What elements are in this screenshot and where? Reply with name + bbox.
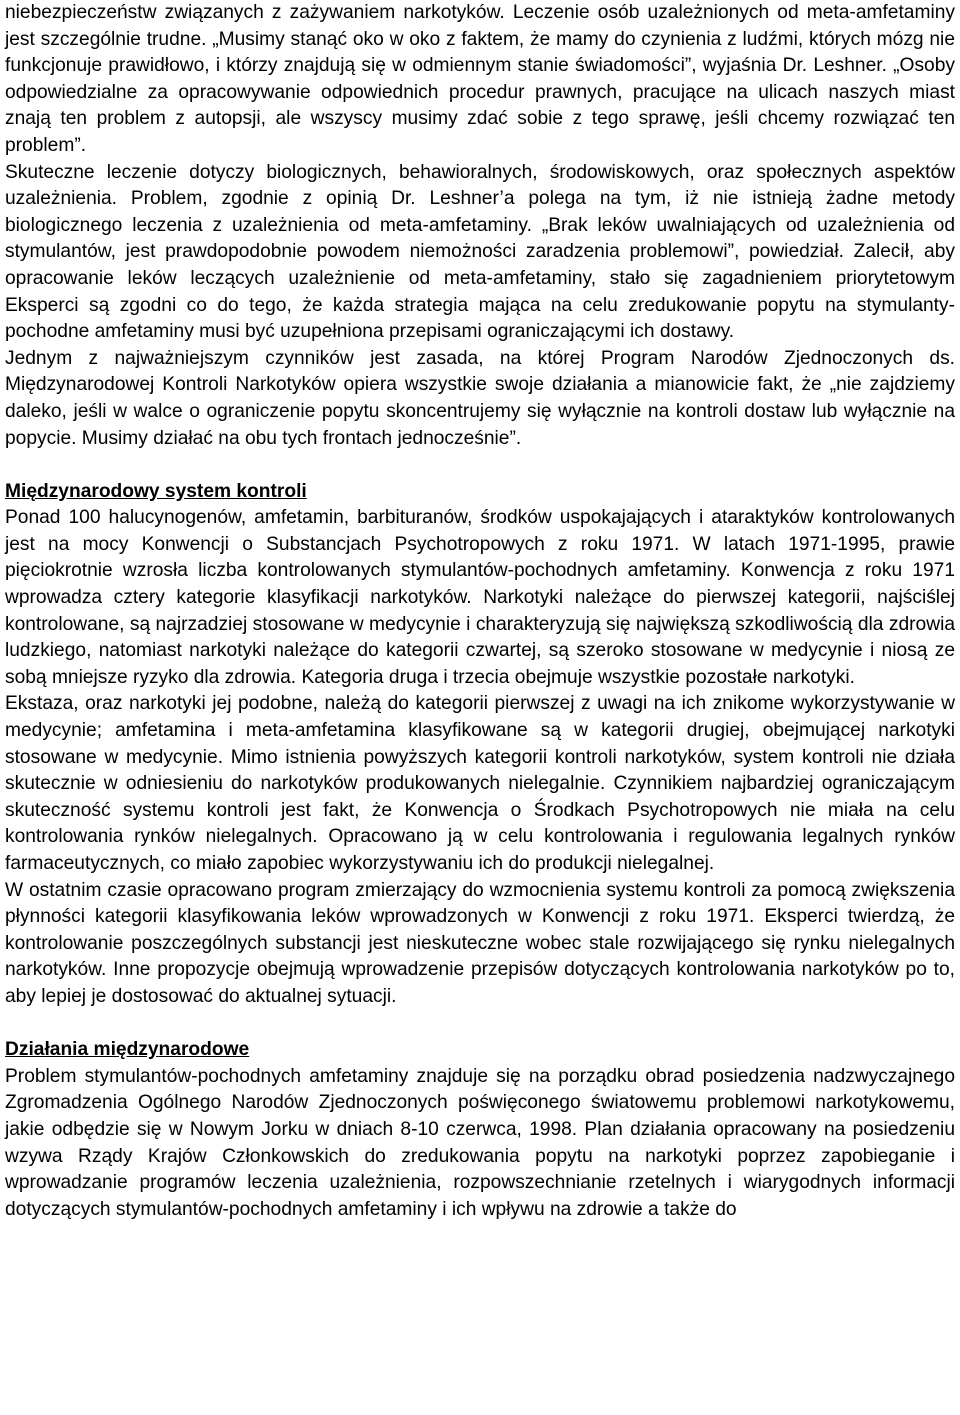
paragraph-1971-convention: Ponad 100 halucynogenów, amfetamin, barbituranów, środków uspokajających i ataraktyków kontrolowanych jest na mocy Konwencji o Substancjach Psychotropowych z roku 1971. W latach 1971-1995, prawie pięciokrotnie wzrosła liczba kontrolowanych stymulantów-pochodnych amfetaminy. Konwencja z roku 1971 wprowadza cztery kategorie klasyfikacji narkotyków. Narkotyki należące do pierwszej kategorii, najściślej kontrolowane, są najrzadziej stosowane w medycynie i charakteryzują się największą szkodliwością dla zdrowia ludzkiego, natomiast narkotyki należące do kategorii czwartej, są szeroko stosowane w medycynie i niosą ze sobą mniejsze ryzyko dla zdrowia. Kategoria druga i trzecia obejmuje wszystkie pozostałe narkotyki. [5, 507, 955, 688]
section-spacer [5, 452, 955, 479]
paragraph-recent-program: W ostatnim czasie opracowano program zmierzający do wzmocnienia systemu kontroli za pomocą zwiększenia płynności kategorii klasyfikowania leków wprowadzonych w Konwencji z roku 1971. Eksperci twierdzą, że kontrolowanie poszczególnych substancji jest nieskuteczne wobec stale rozwijającego się rynku nielegalnych narkotyków. Inne propozycje obejmują wprowadzenie przepisów dotyczących kontrolowania narkotyków po to, aby lepiej je dostosować do aktualnej sytuacji. [5, 879, 955, 1007]
paragraph-ecstasy-classification: Ekstaza, oraz narkotyki jej podobne, należą do kategorii pierwszej z uwagi na ich znikome wykorzystywanie w medycynie; amfetamina i meta-amfetamina klasyfikowane są w kategorii drugiej, obejmującej narkotyki stosowane w medycynie. Mimo istnienia powyższych kategorii kontroli narkotyków, system kontroli nie działa skutecznie w odniesieniu do narkotyków produkowanych nielegalnie. Czynnikiem najbardziej ograniczającym skuteczność systemu kontroli jest fakt, że Konwencja o Środkach Psychotropowych nie miała na celu kontrolowania rynków nielegalnych. Opracowano ją w celu kontrolowania i regulowania legalnych rynków farmaceutycznych, co miało zapobiec wykorzystywaniu ich do produkcji nielegalnej. [5, 693, 955, 874]
paragraph-un-principle: Jednym z najważniejszym czynników jest zasada, na której Program Narodów Zjednoczonych ds. Międzynarodowej Kontroli Narkotyków opiera wszystkie swoje działania a mianowicie fakt, że „nie zajdziemy daleko, jeśli w walce o ograniczenie popytu skoncentrujemy się wyłącznie na kontroli dostaw lub wyłącznie na popycie. Musimy działać na obu tych frontach jednocześnie”. [5, 347, 955, 449]
paragraph-treatment-difficulty: niebezpieczeństw związanych z zażywaniem narkotyków. Leczenie osób uzależnionych od meta-amfetaminy jest szczególnie trudne. „Musimy stanąć oko w oko z faktem, że mamy do czynienia z ludźmi, których mózg nie funkcjonuje prawidłowo, i którzy znajdują się w odmiennym stanie świadomości”, wyjaśnia Dr. Leshner. „Osoby odpowiedzialne za opracowywanie odpowiednich procedur prawnych, pracujące na ulicach naszych miast znają ten problem z autopsji, ale wszyscy musimy zdać sobie z tego sprawę, jeśli chcemy rozwiązać ten problem”. [5, 2, 955, 156]
paragraph-effective-treatment: Skuteczne leczenie dotyczy biologicznych, behawioralnych, środowiskowych, oraz społecznych aspektów uzależnienia. Problem, zgodnie z opinią Dr. Leshner’a polega na tym, iż nie istnieją żadne metody biologicznego leczenia z uzależnienia od meta-amfetaminy. „Brak leków uwalniających od uzależnienia od stymulantów, jest prawdopodobnie powodem niemożności zaradzenia problemowi”, powiedział. Zalecił, aby opracowanie leków leczących uzależnienie od meta-amfetaminy, stało się zagadnieniem priorytetowym Eksperci są zgodni co do tego, że każda strategia mająca na celu zredukowanie popytu na stymulanty-pochodne amfetaminy musi być uzupełniona przepisami ograniczającymi ich dostawy. [5, 161, 955, 343]
paragraph-general-assembly: Problem stymulantów-pochodnych amfetaminy znajduje się na porządku obrad posiedzenia nadzwyczajnego Zgromadzenia Ogólnego Narodów Zjednoczonych poświęconego światowemu problemowi narkotykowemu, jakie odbędzie się w Nowym Jorku w dniach 8-10 czerwca, 1998. Plan działania opracowany na posiedzeniu wzywa Rządy Krajów Członkowskich do zredukowania popytu na narkotyki poprzez zapobieganie i wprowadzanie programów leczenia uzależnienia, rozpowszechnianie rzetelnych i wiarygodnych informacji dotyczących stymulantów-pochodnych amfetaminy i ich wpływu na zdrowie a także do [5, 1065, 955, 1220]
section-heading-control-system: Międzynarodowy system kontroli [5, 480, 307, 502]
section-spacer [5, 1011, 955, 1038]
section-heading-international-actions: Działania międzynarodowe [5, 1039, 250, 1061]
